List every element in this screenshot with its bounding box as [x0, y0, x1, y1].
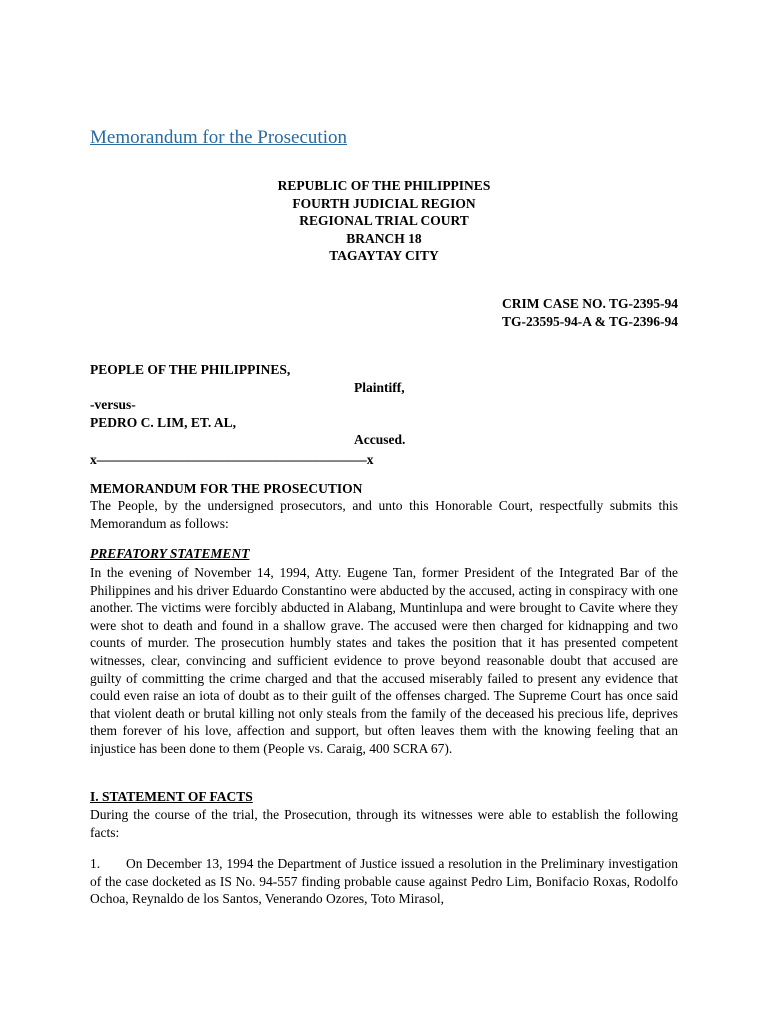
- intro-paragraph: The People, by the undersigned prosecutors, and unto this Honorable Court, respectfully submits this Memorandum as follows:: [90, 498, 678, 531]
- plaintiff-name: PEOPLE OF THE PHILIPPINES,: [90, 362, 291, 377]
- memo-heading: MEMORANDUM FOR THE PROSECUTION: [90, 481, 363, 496]
- court-header: [90, 177, 678, 265]
- document-page: [90, 0, 678, 1024]
- accused-name: PEDRO C. LIM, ET. AL,: [90, 414, 237, 430]
- court-line: BRANCH 18: [346, 230, 422, 246]
- case-number-line: TG-23595-94-A & TG-2396-94: [501, 313, 678, 329]
- prefatory-paragraph: In the evening of November 14, 1994, Atty. Eugene Tan, former President of the Integrated Bar of the Philippines and his driver Eduardo Constantino were abducted by the accused, acting in conspiracy with one another. The victims were forcibly abducted in Alabang, Muntinlupa and were brought to Cavite where they were shot to death and found in a shallow grave. The accused were then charged for kidnapping and two counts of murder. The prosecution humbly states and takes the position that it has presented competent witnesses, clear, convincing and sufficient evidence to prove beyond reasonable doubt that accused are guilty of committing the crime charged and that the accused miserably failed to present any evidence that could even raise an iota of doubt as to their guilt of the offenses charged. The Supreme Court has once said that violent death or brutal killing not only steals from the family of the deceased his precious life, deprives them forever of his love, affection and support, but often leaves them with the knowing feeling that an injustice has been done to them (People vs. Caraig, 400 SCRA 67).: [90, 565, 678, 756]
- fact-number: 1.: [90, 856, 101, 871]
- parties-block: [90, 361, 678, 449]
- accused-role: Accused.: [354, 432, 406, 448]
- versus-label: -versus-: [90, 397, 136, 413]
- case-number-block: [502, 295, 678, 330]
- document-title: Memorandum for the Prosecution: [90, 127, 347, 148]
- court-line: REPUBLIC OF THE PHILIPPINES: [277, 178, 491, 193]
- facts-intro-paragraph: During the course of the trial, the Prosecution, through its witnesses were able to establish the following facts:: [90, 807, 678, 840]
- court-line: FOURTH JUDICIAL REGION: [292, 195, 476, 211]
- facts-heading: I. STATEMENT OF FACTS: [90, 789, 253, 804]
- fact-item: [90, 855, 678, 908]
- prefatory-heading: PREFATORY STATEMENT: [90, 546, 250, 561]
- plaintiff-role: Plaintiff,: [354, 379, 405, 395]
- court-line: TAGAYTAY CITY: [329, 248, 439, 264]
- fact-text: On December 13, 1994 the Department of Justice issued a resolution in the Preliminary investigation of the case docketed as IS No. 94-557 finding probable cause against Pedro Lim, Bonifacio Roxas, Rodolfo Ochoa, Reynaldo de los Santos, Venerando Ozores, Toto Mirasol,: [90, 856, 678, 907]
- case-number-line: CRIM CASE NO. TG-2395-94: [501, 296, 678, 311]
- caption-divider: x————————————————————x: [90, 452, 374, 467]
- court-line: REGIONAL TRIAL COURT: [299, 213, 469, 229]
